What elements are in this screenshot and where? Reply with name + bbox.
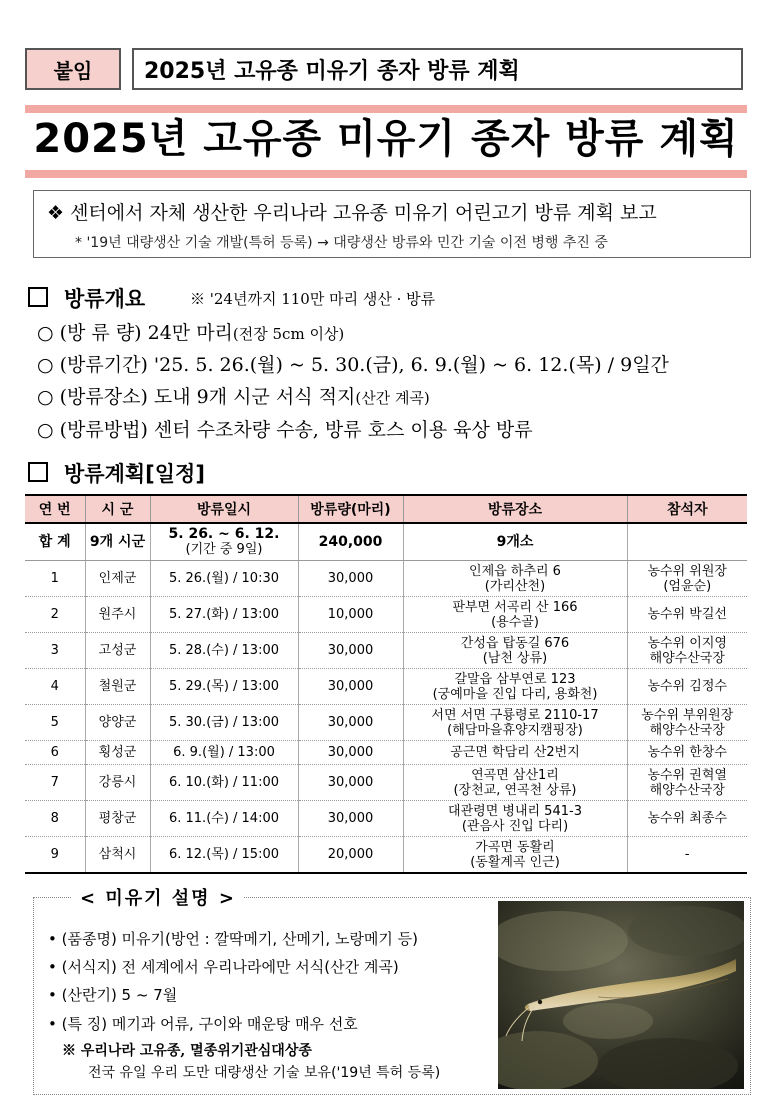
cell-attendee: [627, 705, 747, 741]
cell-datetime: 5. 26.(월) / 10:30: [150, 561, 298, 597]
overview-item-text: ○ (방 류 량) 24만 마리: [37, 322, 233, 344]
total-county: 9개 시군: [85, 523, 150, 561]
cell-amount: 20,000: [298, 837, 403, 874]
section-schedule-title: 방류계획[일정]: [64, 462, 205, 486]
cell-place-line: 공근면 학담리 산2번지: [450, 745, 580, 760]
table-total-row: [25, 523, 747, 561]
explanation-item: • (품종명) 미유기(방언 : 깔딱메기, 산메기, 노랑메기 등): [48, 930, 419, 948]
cell-place-line: (가리산천): [484, 578, 546, 594]
cell-place: [403, 801, 627, 837]
table-row: [25, 561, 747, 597]
cell-place-line: (남천 상류): [482, 650, 548, 666]
cell-attendee-line: 농수위 위원장: [647, 563, 727, 579]
table-row: [25, 633, 747, 669]
cell-county: 강릉시: [85, 765, 150, 801]
cell-attendee: [627, 741, 747, 765]
cell-place: [403, 741, 627, 765]
cell-number: 1: [25, 561, 85, 597]
cell-place: [403, 669, 627, 705]
cell-place: [403, 561, 627, 597]
overview-item-subtext: (전장 5cm 이상): [232, 325, 345, 343]
total-place: 9개소: [403, 523, 627, 561]
cell-amount: 30,000: [298, 741, 403, 765]
cell-place-line: (궁예마을 진입 다리, 용화천): [432, 686, 598, 702]
summary-text: ❖ 센터에서 자체 생산한 우리나라 고유종 미유기 어린고기 방류 계획 보고: [47, 202, 657, 224]
title-divider-bottom: [25, 170, 747, 178]
explanation-item: • (서식지) 전 세계에서 우리나라에만 서식(산간 계곡): [48, 958, 399, 976]
table-row: [25, 837, 747, 874]
overview-item-method: [37, 415, 533, 442]
checkbox-square-icon: [28, 287, 48, 307]
total-date: [150, 523, 298, 561]
explanation-note: ※ 우리나라 고유종, 멸종위기관심대상종: [62, 1043, 312, 1059]
cell-amount: 30,000: [298, 801, 403, 837]
cell-datetime: 5. 29.(목) / 13:00: [150, 669, 298, 705]
column-header: 참석자: [627, 495, 747, 523]
cell-place-line: (관음사 진입 다리): [461, 818, 569, 834]
cell-attendee: [627, 765, 747, 801]
cell-number: 9: [25, 837, 85, 874]
overview-item-text: ○ (방류기간) '25. 5. 26.(월) ~ 5. 30.(금), 6. 9.(월) ~ 6. 12.(목) / 9일간: [37, 354, 669, 376]
cell-attendee-line: 농수위 한창수: [647, 745, 727, 760]
cell-number: 2: [25, 597, 85, 633]
cell-place: [403, 633, 627, 669]
cell-place: [403, 705, 627, 741]
fish-photo: [498, 901, 744, 1089]
cell-place-line: 대관령면 병내리 541-3: [448, 803, 582, 819]
table-row: [25, 705, 747, 741]
column-header: 시 군: [85, 495, 150, 523]
cell-datetime: 6. 9.(월) / 13:00: [150, 741, 298, 765]
explanation-item: • (특 징) 메기과 어류, 구이와 매운탕 매우 선호: [48, 1015, 358, 1033]
overview-item-text: ○ (방류장소) 도내 9개 시군 서식 적지: [37, 386, 356, 408]
cell-amount: 30,000: [298, 705, 403, 741]
cell-attendee-line: 농수위 최종수: [647, 811, 727, 826]
cell-number: 5: [25, 705, 85, 741]
cell-datetime: 5. 28.(수) / 13:00: [150, 633, 298, 669]
explanation-title: < 미유기 설명 >: [72, 884, 244, 910]
cell-attendee-line: 농수위 김정수: [647, 679, 727, 694]
column-header: 방류장소: [403, 495, 627, 523]
cell-place-line: (장천교, 연곡천 상류): [453, 782, 577, 798]
cell-county: 양양군: [85, 705, 150, 741]
cell-number: 3: [25, 633, 85, 669]
cell-number: 4: [25, 669, 85, 705]
cell-datetime: 5. 27.(화) / 13:00: [150, 597, 298, 633]
cell-attendee-line: -: [684, 847, 690, 862]
cell-place-line: 갈말읍 삼부연로 123: [454, 671, 576, 687]
table-row: [25, 669, 747, 705]
cell-number: 7: [25, 765, 85, 801]
cell-place-line: 서면 서면 구룡령로 2110-17: [431, 707, 599, 723]
cell-amount: 30,000: [298, 633, 403, 669]
total-date-range: 5. 26. ~ 6. 12.: [168, 526, 280, 542]
cell-county: 인제군: [85, 561, 150, 597]
overview-item-text: ○ (방류방법) 센터 수조차량 수송, 방류 호스 이용 육상 방류: [37, 419, 533, 441]
cell-amount: 30,000: [298, 765, 403, 801]
table-header-row: [25, 495, 747, 523]
cell-attendee-line: 농수위 권혁열: [647, 767, 727, 783]
checkbox-square-icon: [28, 462, 48, 482]
cell-datetime: 6. 12.(목) / 15:00: [150, 837, 298, 874]
cell-attendee-line: 농수위 부위원장: [641, 707, 734, 723]
cell-county: 철원군: [85, 669, 150, 705]
cell-place-line: 판부면 서곡리 산 166: [452, 599, 578, 615]
cell-place: [403, 765, 627, 801]
cell-place-line: 연곡면 삼산1리: [471, 767, 559, 783]
cell-county: 삼척시: [85, 837, 150, 874]
cell-amount: 30,000: [298, 669, 403, 705]
cell-attendee-line: 해양수산국장: [649, 650, 725, 666]
cell-place-line: 가곡면 동활리: [475, 839, 555, 855]
cell-attendee-line: 농수위 박길선: [647, 607, 727, 622]
cell-county: 원주시: [85, 597, 150, 633]
cell-amount: 10,000: [298, 597, 403, 633]
cell-attendee: [627, 837, 747, 874]
cell-datetime: 5. 30.(금) / 13:00: [150, 705, 298, 741]
section-overview-title: 방류개요: [64, 287, 146, 311]
explanation-note-detail: 전국 유일 우리 도만 대량생산 기술 보유('19년 특허 등록): [88, 1065, 441, 1081]
cell-place-line: 간성읍 탑동길 676: [460, 635, 570, 651]
attachment-label: 붙임: [25, 48, 121, 90]
cell-place: [403, 597, 627, 633]
cell-number: 8: [25, 801, 85, 837]
cell-number: 6: [25, 741, 85, 765]
header-title: 2025년 고유종 미유기 종자 방류 계획: [132, 48, 743, 90]
total-label: 합 계: [25, 523, 85, 561]
summary-footnote: * '19년 대량생산 기술 개발(특허 등록) → 대량생산 방류와 민간 기술 이전 병행 추진 중: [75, 235, 608, 251]
table-row: [25, 597, 747, 633]
total-amount: 240,000: [298, 523, 403, 561]
column-header: 방류량(마리): [298, 495, 403, 523]
cell-attendee-line: 해양수산국장: [649, 722, 725, 738]
overview-item-amount: [37, 318, 344, 345]
cell-amount: 30,000: [298, 561, 403, 597]
overview-item-place: [37, 382, 430, 409]
explanation-item: • (산란기) 5 ~ 7월: [48, 986, 178, 1004]
page-title: 2025년 고유종 미유기 종자 방류 계획: [33, 116, 739, 162]
table-row: [25, 765, 747, 801]
cell-datetime: 6. 11.(수) / 14:00: [150, 801, 298, 837]
cell-attendee: [627, 801, 747, 837]
cell-county: 횡성군: [85, 741, 150, 765]
cell-attendee: [627, 633, 747, 669]
overview-note: ※ '24년까지 110만 마리 생산 · 방류: [190, 290, 436, 308]
cell-place: [403, 837, 627, 874]
cell-attendee-line: 해양수산국장: [649, 782, 725, 798]
cell-attendee: [627, 597, 747, 633]
column-header: 방류일시: [150, 495, 298, 523]
cell-attendee-line: 농수위 이지영: [647, 635, 727, 651]
cell-place-line: (해담마을휴양지캠핑장): [447, 722, 583, 738]
cell-place-line: 인제읍 하추리 6: [469, 563, 561, 579]
total-date-sub: (기간 중 9일): [185, 542, 263, 557]
table-row: [25, 801, 747, 837]
overview-item-period: [37, 350, 669, 377]
column-header: 연 번: [25, 495, 85, 523]
section-schedule-heading: [28, 458, 205, 488]
title-divider-top: [25, 105, 747, 113]
schedule-table: [25, 494, 747, 874]
total-attendee: [627, 523, 747, 561]
overview-item-subtext: (산간 계곡): [355, 389, 430, 407]
cell-datetime: 6. 10.(화) / 11:00: [150, 765, 298, 801]
table-row: [25, 741, 747, 765]
section-overview-heading: [28, 283, 145, 313]
cell-county: 고성군: [85, 633, 150, 669]
cell-county: 평창군: [85, 801, 150, 837]
cell-attendee: [627, 669, 747, 705]
cell-place-line: (동활계곡 인근): [470, 854, 560, 870]
cell-attendee-line: (엄윤순): [663, 578, 712, 594]
cell-attendee: [627, 561, 747, 597]
cell-place-line: (용수골): [491, 614, 539, 630]
